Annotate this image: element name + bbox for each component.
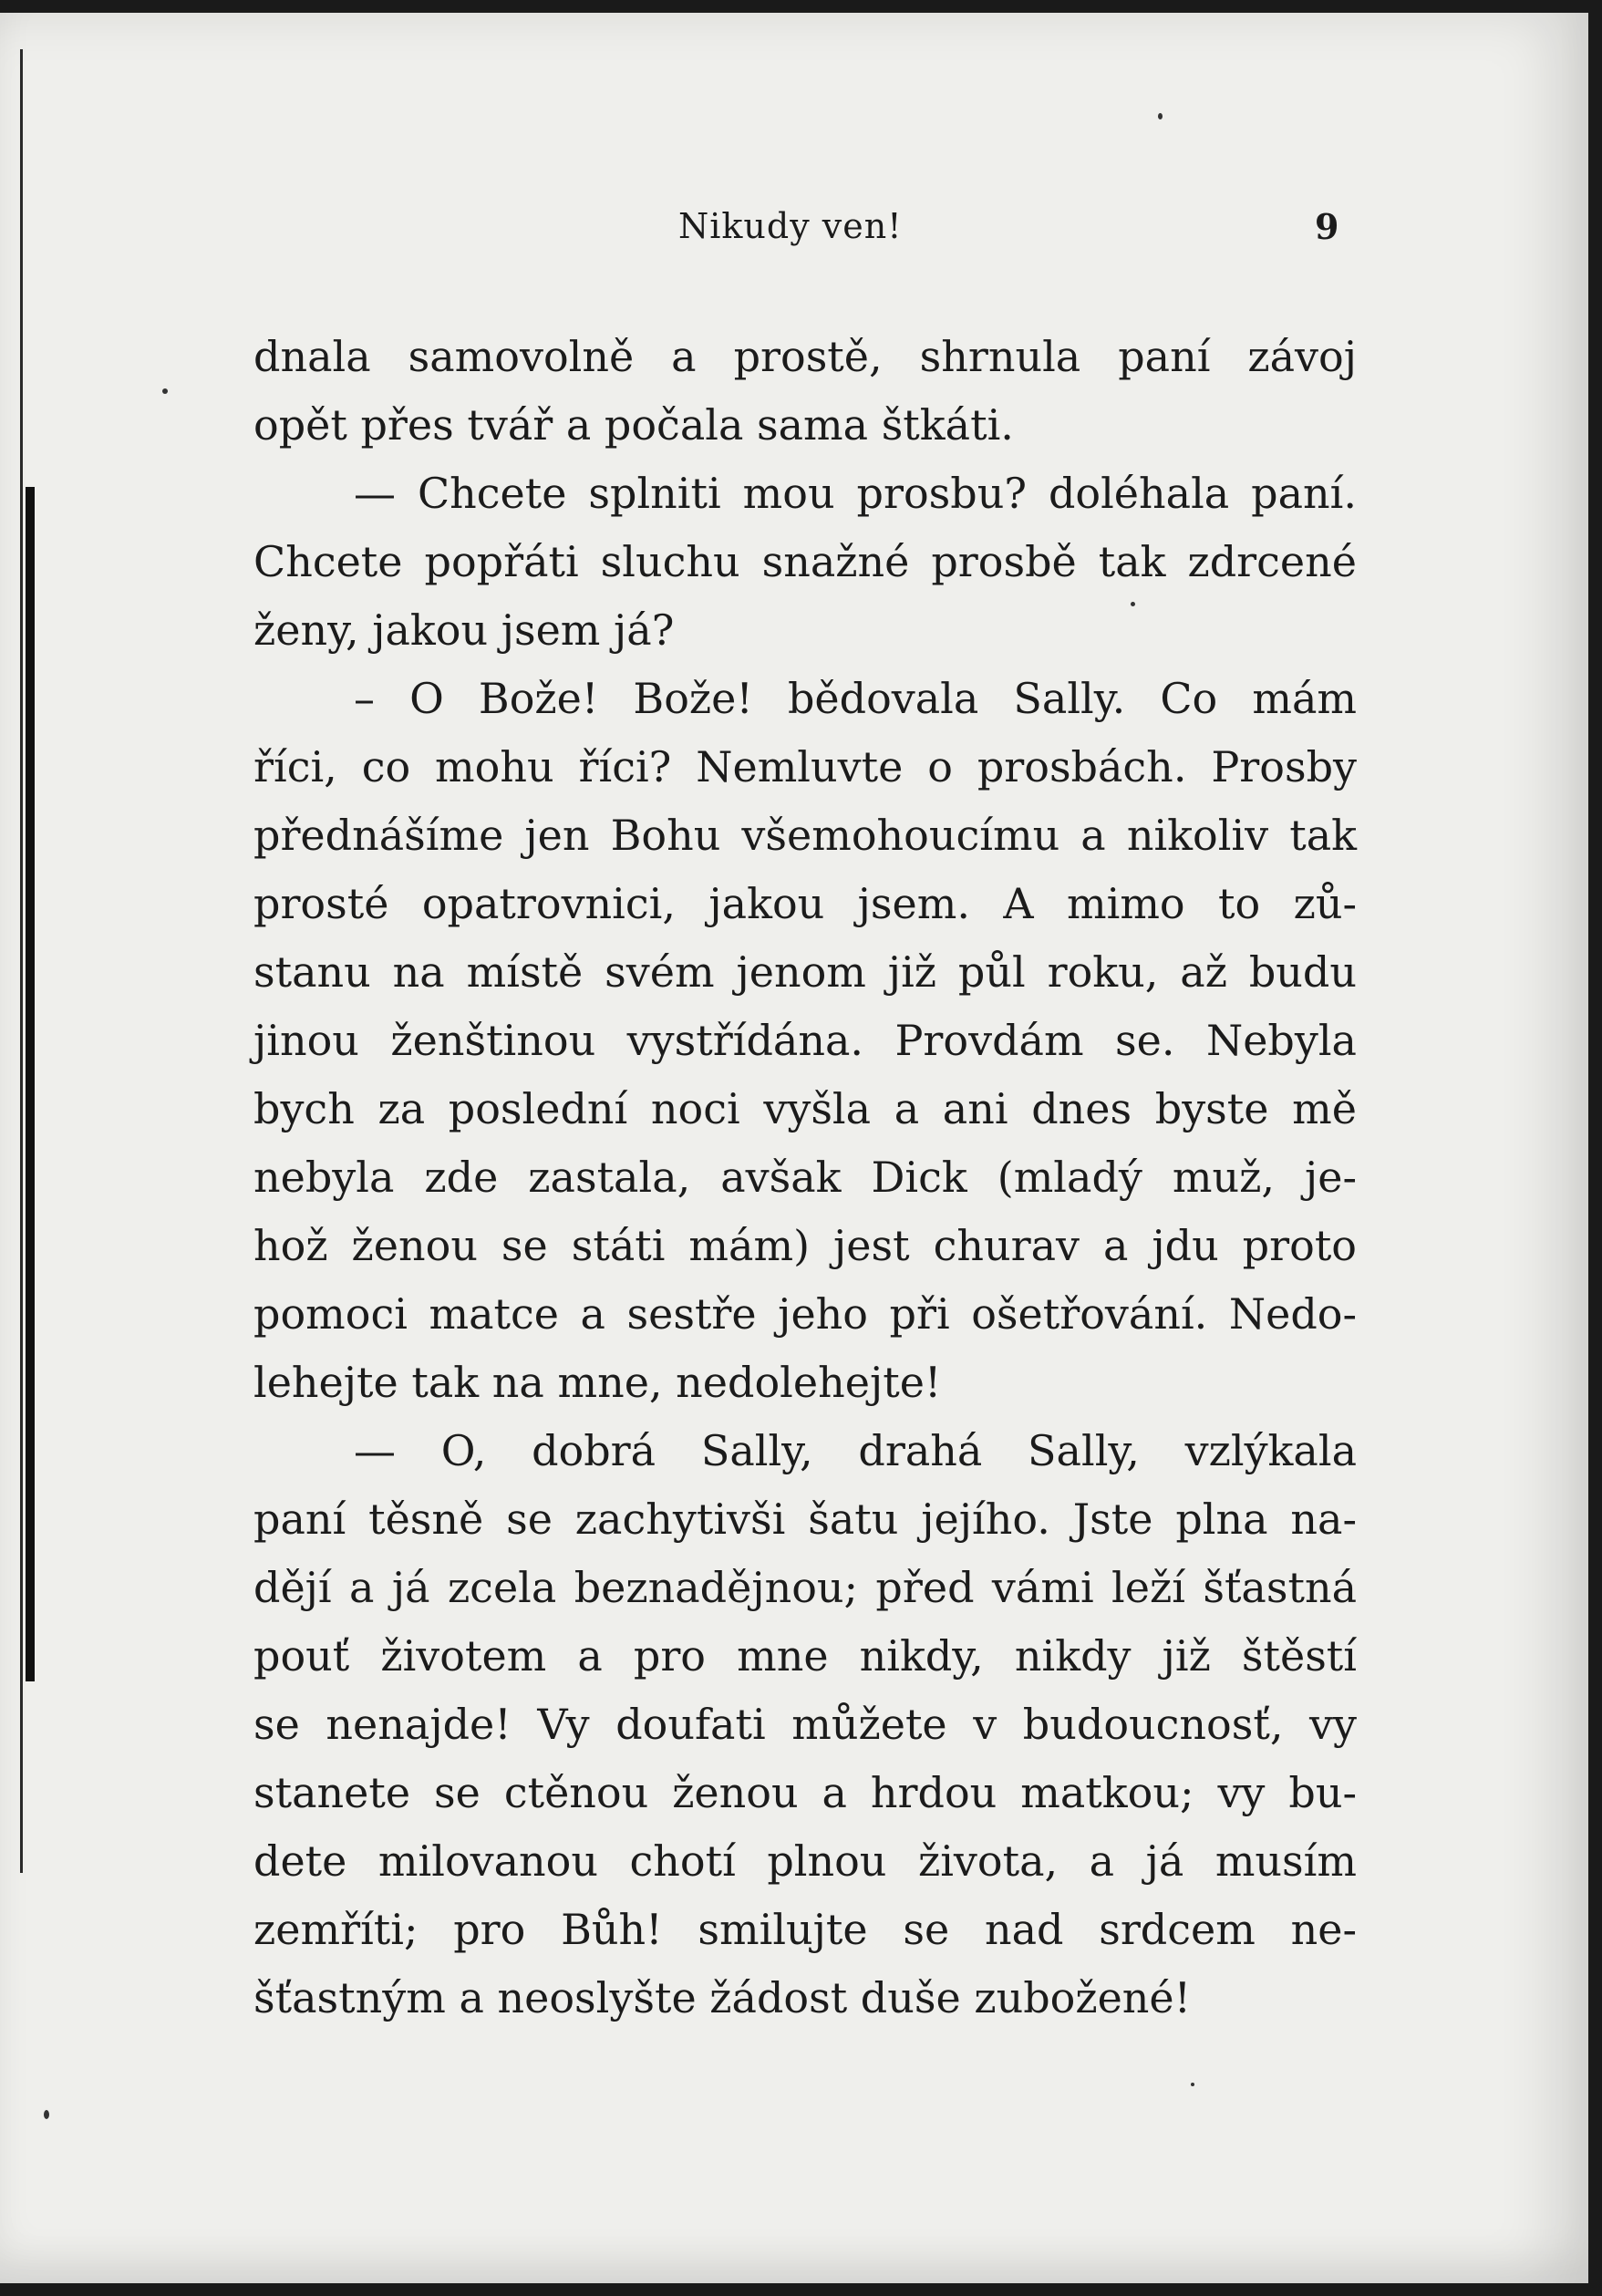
text-line: šťastným a neoslyšte žádost duše zubožené!	[253, 1973, 1192, 2022]
text-line: opět přes tvář a počala sama štkáti.	[253, 400, 1014, 450]
page-edge-line	[20, 49, 23, 1873]
text-line: — O, dobrá Sally, drahá Sally, vzlýkala	[354, 1426, 1357, 1475]
text-line: lehejte tak na mne, nedolehejte!	[253, 1358, 942, 1407]
page-number: 9	[1315, 206, 1339, 247]
text-line: bych za poslední noci vyšla a ani dnes byste mě	[253, 1084, 1357, 1133]
text-line: hož ženou se státi mám) jest churav a jdu proto	[253, 1221, 1357, 1270]
print-speck	[1158, 113, 1163, 119]
text-line: dnala samovolně a prostě, shrnula paní závoj	[253, 332, 1357, 381]
text-line: dějí a já zcela beznadějnou; před vámi leží šťastná	[253, 1563, 1357, 1612]
print-speck	[44, 2110, 49, 2119]
print-speck	[162, 388, 168, 394]
text-line: prosté opatrovnici, jakou jsem. A mimo to zů-	[253, 879, 1357, 928]
text-line: pomoci matce a sestře jeho při ošetřování. Nedo-	[253, 1289, 1357, 1339]
text-line: ženy, jakou jsem já?	[253, 605, 675, 655]
text-line: paní těsně se zachytivši šatu jejího. Jste plna na-	[253, 1494, 1357, 1544]
text-line: pouť životem a pro mne nikdy, nikdy již štěstí	[253, 1631, 1357, 1681]
running-head: Nikudy ven!	[678, 206, 903, 246]
text-line: dete milovanou chotí plnou života, a já musím	[253, 1836, 1357, 1886]
print-speck	[1131, 602, 1135, 606]
text-line: jinou ženštinou vystřídána. Provdám se. Nebyla	[253, 1016, 1357, 1065]
text-line: se nenajde! Vy doufati můžete v budoucnosť, vy	[253, 1700, 1357, 1749]
text-line: říci, co mohu říci? Nemluvte o prosbách. Prosby	[253, 742, 1357, 791]
text-line: zemříti; pro Bůh! smilujte se nad srdcem ne-	[253, 1905, 1357, 1954]
binding-shadow	[26, 487, 35, 1681]
body-text	[253, 323, 1357, 2032]
text-line: stanu na místě svém jenom již půl roku, až budu	[253, 947, 1357, 997]
text-line: přednášíme jen Bohu všemohoucímu a nikoliv tak	[253, 811, 1357, 860]
print-speck	[1191, 2083, 1194, 2086]
text-line: – O Bože! Bože! bědovala Sally. Co mám	[354, 674, 1357, 723]
text-line: nebyla zde zastala, avšak Dick (mladý muž, je-	[253, 1153, 1357, 1202]
text-line: — Chcete splniti mou prosbu? doléhala paní.	[354, 469, 1357, 518]
text-line: Chcete popřáti sluchu snažné prosbě tak zdrcené	[253, 537, 1357, 586]
page-header	[0, 206, 1588, 261]
text-line: stanete se ctěnou ženou a hrdou matkou; vy bu-	[253, 1768, 1357, 1817]
book-page	[0, 13, 1588, 2283]
